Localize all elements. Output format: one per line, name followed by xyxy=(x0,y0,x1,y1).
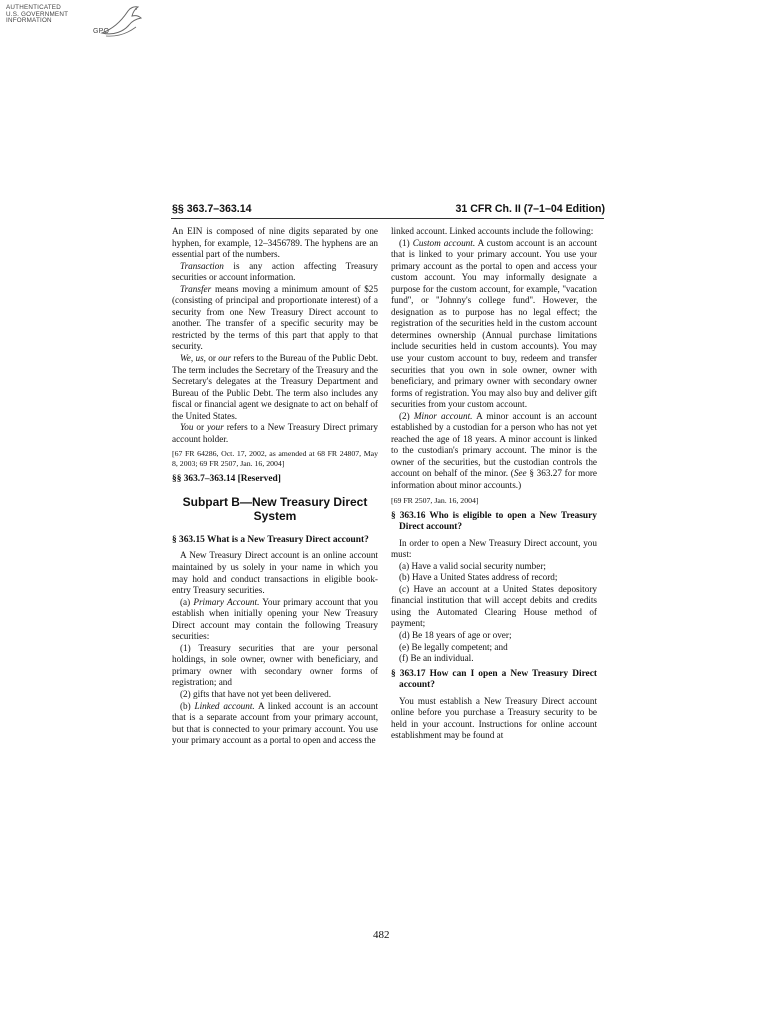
right-column xyxy=(391,226,597,742)
list-item: (f) Be an individual. xyxy=(399,653,474,664)
seal-line-2: U.S. GOVERNMENT xyxy=(6,10,69,18)
page-number: 482 xyxy=(373,929,390,941)
defined-term: our xyxy=(218,353,232,364)
seal-line-3: INFORMATION xyxy=(6,17,52,25)
definition-you: You or your refers to a New Treasury Direct primary account holder. xyxy=(172,422,378,444)
paragraph-a2: (2) gifts that have not yet been delivered. xyxy=(180,689,332,699)
reserved-section: §§ 363.7–363.14 [Reserved] xyxy=(172,474,281,485)
paragraph: You must establish a New Treasury Direct account online before you purchase a Treasury security to be held in your account. Instructions for online account establishment may be found at xyxy=(391,695,597,741)
section-heading-363-17: § 363.17 How can I open a New Treasury Direct account? xyxy=(391,668,597,691)
definition-text: refers to a New Treasury Direct primary account holder. xyxy=(172,422,378,444)
defined-term: Transaction xyxy=(180,260,224,271)
authentication-seal xyxy=(6,5,146,45)
definition-we: We, us, or our refers to the Bureau of the Public Debt. The term includes the Secretary of the Treasury and the Secretary's delegates at the Treasury Department and Bureau of the Public Debt. The term also includes any fiscal or financial agent we designate to act on behalf of the United States. xyxy=(172,353,379,421)
paragraph: A New Treasury Direct account is an online account maintained by us solely in your name in which you may hold and conduct transactions in eligible book-entry Treasury securities. xyxy=(172,550,378,596)
seal-line-1: AUTHENTICATED xyxy=(6,4,61,11)
paragraph-a: (a) Primary Account. Your primary account that you establish when initially opening your New Treasury Direct account may contain the following Treasury securities: xyxy=(172,596,378,642)
paragraph-b1: (1) Custom account. A custom account is an account that is linked to your primary account. You use your primary account as the portal to open and access your custom account. You may informally designate a purpose for the custom account, for example, ''vacation fund'', or ''Johnny's college fund''. However, the designation as to purpose has no legal effect; the registration of the securities held in the custom account determines ownership (Annual purchase limitations include securities held in custom accounts). You may use your custom account to buy, redeem and transfer securities that you own in sole owner, owner with beneficiary, and primary owner with secondary owner forms of registration. You may also buy and deliver gift securities from your custom account. xyxy=(391,237,598,410)
definition-transaction xyxy=(172,261,378,284)
defined-term: Primary Account. xyxy=(193,596,260,607)
paragraph-b2: (2) Minor account. A minor account is an account established by a custodian for a person who has not yet reached the age of 18 years. A minor account is linked to the custodian's primary account. The minor is the owner of the securities, but the custodian controls the account on behalf of the minor. (See § 363.27 for more information about minor accounts.) xyxy=(391,410,597,491)
defined-term: Minor account. xyxy=(413,410,473,421)
list-item: (c) Have an account at a United States depository financial institution that will accept debits and credits using the Automated Clearing House method of payment; xyxy=(391,583,597,629)
paragraph-b: (b) Linked account. A linked account is an account that is a separate account from your primary account, but that is connected to your primary account. You use your primary account as a portal to open and access the xyxy=(172,700,378,746)
definition-transfer xyxy=(172,284,378,353)
definition-text: means moving a minimum amount of $25 (consisting of principal and proportionate interest) of a security from one New Treasury Direct account to another. The transfer of a specific security may be restricted by the terms of this part that apply to that security. xyxy=(172,283,378,352)
defined-term: Transfer xyxy=(180,283,212,294)
defined-term: your xyxy=(206,422,224,433)
paragraph-a1: (1) Treasury securities that are your personal holdings, in sole owner, owner with beneficiary, and primary owner with secondary owner forms of registration; and xyxy=(172,642,378,688)
subpart-heading: Subpart B—New Treasury Direct System xyxy=(182,494,368,523)
list-item: (e) Be legally competent; and xyxy=(399,641,508,652)
running-header-section: §§ 363.7–363.14 xyxy=(172,203,252,215)
paragraph: An EIN is composed of nine digits separated by one hyphen, for example, 12–3456789. The hyphens are an essential part of the numbers. xyxy=(172,226,378,260)
list-item: (b) Have a United States address of record; xyxy=(399,572,558,583)
defined-term: We, us, xyxy=(180,353,206,364)
section-heading-363-15: § 363.15 What is a New Treasury Direct account? xyxy=(172,534,369,545)
citation: [67 FR 64286, Oct. 17, 2002, as amended at 68 FR 24807, May 8, 2003; 69 FR 2507, Jan. 16, 2004] xyxy=(172,449,378,469)
seal-agency: GPO xyxy=(93,28,110,35)
defined-term: Custom account. xyxy=(412,237,476,248)
paragraph: In order to open a New Treasury Direct account, you must: xyxy=(391,537,597,560)
defined-term: Linked account. xyxy=(194,700,255,711)
header-rule xyxy=(171,218,604,219)
citation: [69 FR 2507, Jan. 16, 2004] xyxy=(391,495,479,505)
defined-term: You xyxy=(180,422,194,433)
section-heading-363-16: § 363.16 Who is eligible to open a New Treasury Direct account? xyxy=(391,510,597,533)
list-item: (a) Have a valid social security number; xyxy=(399,560,546,571)
list-item: (d) Be 18 years of age or over; xyxy=(399,629,512,640)
running-header-edition: 31 CFR Ch. II (7–1–04 Edition) xyxy=(455,203,605,215)
eagle-icon xyxy=(98,3,144,41)
paragraph: linked account. Linked accounts include the following: xyxy=(391,226,594,236)
definition-text: is any action affecting Treasury securities or account information. xyxy=(172,260,378,283)
definition-text: refers to the Bureau of the Public Debt. The term includes the Secretary of the Treasury and the Secretary's delegates at the Treasury Department and Bureau of the Public Debt. The term also includes any fiscal or financial agent we designate to act on behalf of the United States. xyxy=(172,353,379,421)
left-column xyxy=(172,226,378,747)
